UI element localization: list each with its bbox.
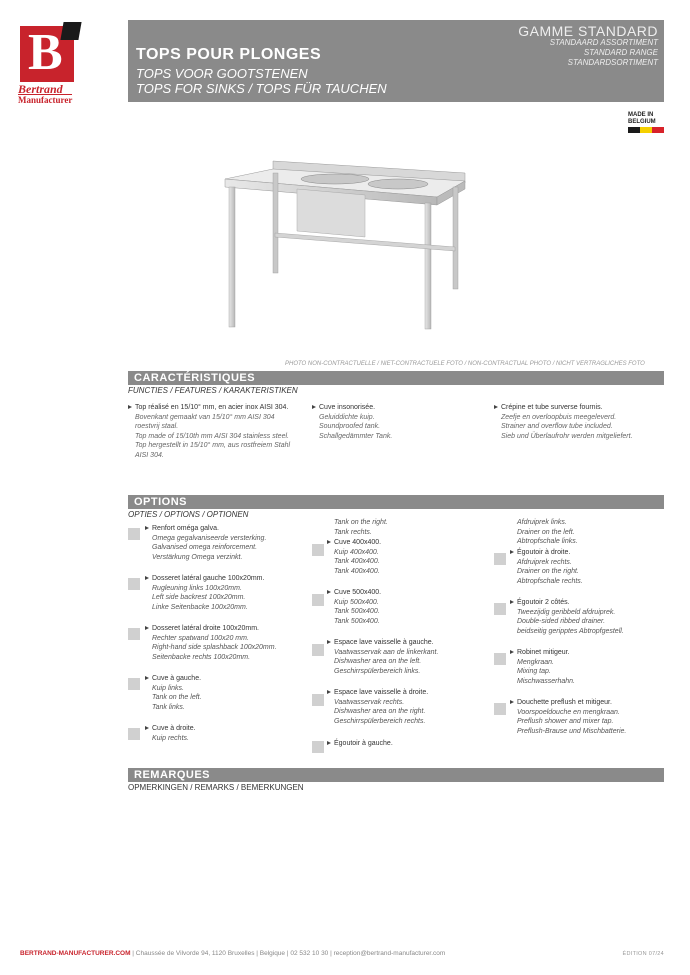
option-checkbox[interactable] (128, 578, 140, 590)
option-tr: Dishwasher area on the right. (334, 708, 426, 715)
option-tr: Kuip links. (152, 684, 184, 692)
option-tr: Tank 400x400. (334, 567, 380, 575)
bullet-icon (510, 600, 514, 604)
bullet-icon (494, 405, 498, 409)
option-tr: Tank 500x400. (334, 617, 380, 625)
feature-tr: Geluiddichte kuip. (319, 413, 375, 421)
bullet-icon (128, 405, 132, 409)
bullet-icon (510, 650, 514, 654)
option-checkbox[interactable] (494, 653, 506, 665)
photo-disclaimer: PHOTO NON-CONTRACTUELLE / NIET-CONTRACTUELE FOTO / NON-CONTRACTUAL PHOTO / NICHT VERTRAGLICHES FOTO (285, 361, 645, 367)
options-section-bar (128, 495, 664, 509)
feature-tr: Soundproofed tank. (319, 423, 381, 430)
option-item (327, 588, 487, 626)
options-title: OPTIONS (134, 496, 188, 508)
option-checkbox[interactable] (312, 544, 324, 556)
option-tr: Drainer on the right. (517, 568, 579, 575)
option-checkbox[interactable] (128, 628, 140, 640)
option-tr: Seitenbacke rechts 100x20mm. (152, 653, 251, 661)
option-item (510, 598, 660, 636)
option-tr: Vaatwasservak rechts. (334, 698, 405, 706)
option-checkbox[interactable] (312, 741, 324, 753)
option-continued (334, 518, 494, 537)
bullet-icon (145, 576, 149, 580)
option-tr: Afdruiprek links. (517, 519, 567, 526)
features-section-bar (128, 371, 664, 385)
option-tr: Preflush shower and mixer tap. (517, 718, 614, 725)
option-checkbox[interactable] (312, 594, 324, 606)
option-tr: Tank on the left. (152, 694, 202, 701)
option-item (327, 688, 487, 726)
range-label-de: STANDARDSORTIMENT (567, 58, 658, 67)
option-tr: Mischwasserhahn. (517, 677, 575, 685)
option-main: Renfort oméga galva. (152, 525, 219, 532)
option-tr: Omega gegalvaniseerde versterking. (152, 534, 267, 542)
option-checkbox[interactable] (128, 678, 140, 690)
logo-name: Bertrand (18, 82, 63, 96)
option-checkbox[interactable] (494, 553, 506, 565)
feature-col-1 (128, 403, 308, 460)
bullet-icon (145, 626, 149, 630)
option-tr: Kuip 400x400. (334, 548, 379, 556)
option-checkbox[interactable] (312, 644, 324, 656)
option-main: Cuve à gauche. (152, 675, 202, 682)
option-item (145, 624, 315, 662)
option-item (327, 638, 487, 676)
option-checkbox[interactable] (312, 694, 324, 706)
option-tr: Abtropfschale links. (517, 538, 578, 545)
logo-letter: B (28, 24, 63, 81)
option-main: Cuve à droite. (152, 725, 196, 732)
option-main: Égoutoir à gauche. (334, 740, 393, 747)
header-band (128, 20, 664, 102)
option-tr: Rugleuning links 100x20mm. (152, 584, 242, 592)
option-main: Espace lave vaisselle à droite. (334, 689, 429, 696)
feature-col-2 (312, 403, 482, 441)
feature-tr: Top made of 15/10th mm AISI 304 stainless steel. (135, 432, 289, 440)
feature-tr: Strainer and overflow tube included. (501, 423, 613, 430)
footer-contact (20, 950, 445, 957)
remarks-subtitle: OPMERKINGEN / REMARKS / BEMERKUNGEN (128, 783, 304, 792)
bullet-icon (327, 741, 331, 745)
bullet-icon (327, 540, 331, 544)
option-main: Cuve 500x400. (334, 589, 382, 596)
option-item (327, 739, 487, 749)
country-label: BELGIUM (628, 119, 656, 125)
sink-table-image (215, 155, 475, 330)
option-item (145, 724, 315, 743)
feature-tr: Top hergestellt in 15/10° mm, aus rostfreiem Stahl (135, 442, 291, 449)
features-subtitle: FUNCTIES / FEATURES / KARAKTERISTIKEN (128, 386, 298, 395)
remarks-title: REMARQUES (134, 769, 211, 781)
brand-logo (18, 22, 84, 105)
option-checkbox[interactable] (128, 728, 140, 740)
option-tr: Voorspoeldouche en mengkraan. (517, 708, 620, 716)
feature-tr: Sieb und Überlaufrohr werden mitgeliefert. (501, 432, 633, 440)
range-label-nl: STANDAARD ASSORTIMENT (549, 38, 658, 47)
bullet-icon (327, 640, 331, 644)
feature-tr: Bovenkant gemaakt van 15/10° mm AISI 304 (135, 413, 275, 421)
option-tr: Preflush-Brause und Mischbatterie. (517, 727, 627, 735)
option-tr: Geschirrspülerbereich rechts. (334, 717, 426, 725)
option-tr: Tank rechts. (334, 528, 372, 536)
made-label: MADE (628, 112, 646, 118)
in-label: IN (647, 112, 654, 118)
option-tr: Right-hand side splashback 100x20mm. (152, 644, 277, 651)
option-main: Cuve 400x400. (334, 539, 382, 546)
feature-tr: roestvrij staal. (135, 423, 179, 430)
option-tr: beidseitig geripptes Abtropfgestell. (517, 627, 624, 635)
option-tr: Vaatwasservak aan de linkerkant. (334, 648, 439, 656)
feature-tr: Zeefje en overloopbuis meegeleverd. (501, 413, 617, 421)
belgium-flag-icon (628, 127, 664, 133)
option-main: Espace lave vaisselle à gauche. (334, 639, 434, 646)
option-main: Égoutoir à droite. (517, 549, 571, 556)
option-tr: Tank on the right. (334, 519, 388, 526)
option-tr: Tweezijdig geribbeld afdruiprek. (517, 608, 616, 616)
footer-address: | Chaussée de Vilvorde 94, 1120 Bruxelles | Belgique | 02 532 10 30 | reception@bertrand-manufacturer.com (130, 950, 446, 957)
feature-main: Cuve insonorisée. (319, 404, 376, 411)
bullet-icon (327, 690, 331, 694)
feature-main: Top réalisé en 15/10° mm, en acier inox AISI 304. (135, 404, 289, 411)
option-main: Dosseret latéral droite 100x20mm. (152, 625, 259, 632)
option-checkbox[interactable] (494, 603, 506, 615)
option-item (145, 574, 315, 612)
bullet-icon (145, 676, 149, 680)
bullet-icon (145, 526, 149, 530)
feature-tr: AISI 304. (135, 451, 164, 459)
option-tr: Rechter spatwand 100x20 mm. (152, 634, 249, 642)
option-tr: Linke Seitenbacke 100x20mm. (152, 603, 248, 611)
option-tr: Geschirrspülerbereich links. (334, 667, 421, 675)
made-in-belgium-badge (628, 112, 664, 136)
logo-sub: Manufacturer (18, 95, 73, 105)
option-tr: Mengkraan. (517, 658, 554, 666)
range-label: GAMME STANDARD (518, 23, 658, 39)
remarks-section-bar (128, 768, 664, 782)
option-main: Robinet mitigeur. (517, 649, 570, 656)
option-tr: Dishwasher area on the left. (334, 658, 422, 665)
option-main: Égoutoir 2 côtés. (517, 599, 570, 606)
option-tr: Left side backrest 100x20mm. (152, 594, 246, 601)
bullet-icon (312, 405, 316, 409)
option-item (327, 538, 487, 576)
option-tr: Kuip rechts. (152, 734, 189, 742)
option-item (510, 648, 660, 686)
page-title-nl: TOPS VOOR GOOTSTENEN (136, 66, 308, 81)
option-item (145, 524, 315, 562)
bullet-icon (510, 700, 514, 704)
option-main: Douchette preflush et mitigeur. (517, 699, 612, 706)
option-tr: Drainer on the left. (517, 528, 575, 536)
features-title: CARACTÉRISTIQUES (134, 372, 256, 384)
page-title: TOPS POUR PLONGES (136, 46, 322, 63)
option-tr: Afdruiprek rechts. (517, 558, 572, 566)
bullet-icon (145, 726, 149, 730)
edition-label: ÉDITION 07/24 (622, 951, 664, 957)
bullet-icon (327, 590, 331, 594)
option-checkbox[interactable] (128, 528, 140, 540)
feature-tr: Schallgedämmter Tank. (319, 432, 393, 440)
option-tr: Kuip 500x400. (334, 598, 379, 606)
feature-col-3 (494, 403, 664, 441)
option-tr: Abtropfschale rechts. (517, 577, 583, 585)
option-tr: Tank links. (152, 703, 185, 711)
feature-main: Crépine et tube surverse fournis. (501, 404, 603, 411)
option-tr: Galvanised omega reinforcement. (152, 544, 258, 551)
option-item (510, 548, 660, 586)
bullet-icon (510, 550, 514, 554)
option-tr: Tank 500x400. (334, 608, 380, 615)
option-continued (517, 518, 667, 547)
option-tr: Mixing tap. (517, 668, 551, 675)
option-tr: Verstärkung Omega verzinkt. (152, 553, 243, 561)
footer-website-link[interactable]: BERTRAND-MANUFACTURER.COM (20, 950, 131, 957)
option-item (510, 698, 660, 736)
range-label-en: STANDARD RANGE (583, 48, 658, 57)
option-tr: Double-sided ribbed drainer. (517, 618, 606, 625)
option-checkbox[interactable] (494, 703, 506, 715)
page-title-en-de: TOPS FOR SINKS / TOPS FÜR TAUCHEN (136, 81, 387, 96)
option-main: Dosseret latéral gauche 100x20mm. (152, 575, 265, 582)
option-tr: Tank 400x400. (334, 558, 380, 565)
options-subtitle: OPTIES / OPTIONS / OPTIONEN (128, 510, 249, 519)
option-item (145, 674, 315, 712)
